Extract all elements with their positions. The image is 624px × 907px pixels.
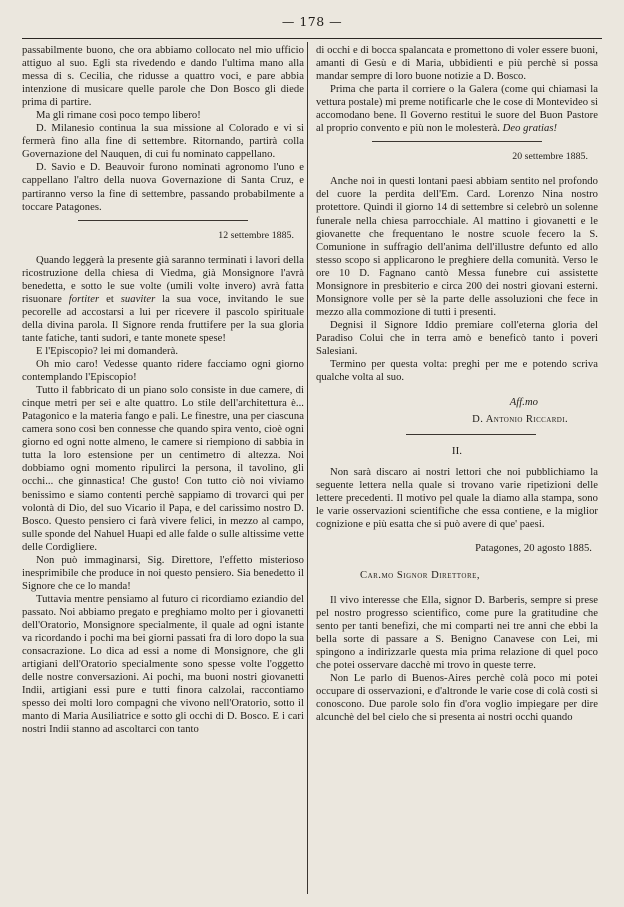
text-run: Quando leggerà la presente già saranno terminati i lavori della ricostruzione della chiesa di Viedma, già Monsignore l'avrà benedetta, e sotto le sue volte (umili volte invero) avrà fatta risuonare [22, 254, 304, 305]
paragraph: Non Le parlo di Buenos-Aires perchè colà poco mi potei occupare di osservazioni, e d'altronde le varie cose di colà costì si conoscono. Due parole solo fin d'ora voglio impiegare per dire alcunchè del bel cielo che si presenta ai nostri occhi quando [316, 672, 598, 724]
italic-text: Deo gratias! [502, 123, 558, 135]
paragraph [316, 83, 598, 135]
left-column [22, 44, 304, 736]
signature: D. Antonio Riccardi. [472, 414, 568, 426]
letter-date: Patagones, 20 agosto 1885. [475, 542, 592, 554]
section-divider [372, 141, 542, 142]
paragraph: Oh mio caro! Vedesse quanto ridere facciamo ogni giorno contemplando l'Episcopio! [22, 359, 304, 384]
paragraph: Tutto il fabbricato di un piano solo consiste in due camere, di cinque metri per sei e alte quattro. Lo stile dell'architettura è... Patagonico e la materia fango e pali. Le finestre, una per ciascuna camera sono così ben connesse che quando spira vento, cioè ogni giorno ed ogni notte almeno, le camere si riempiono di sabbia in tutta la loro estensione per un centimetro di altezza. Noi dobbiamo ogni momento ripulirci la persona, il tavolino, gli occhi... che ginnastica! Che gusto! Con tutto ciò noi viviamo benissimo e siamo contenti perchè sappiamo di trovarci qui per volontà di Dio, del suo Vicario il Papa, e del carissimo nostro D. Bosco. Questo pensiero ci farà vivere felici, in mezzo al campo, sulle sponde del Nahuel Huapi ed alle falde o sulle altissime vette delle Cordigliere. [22, 385, 304, 553]
paragraph: Termino per questa volta: preghi per me e potendo scriva qualche volta al suo. [316, 359, 598, 384]
paragraph: Tuttavia mentre pensiamo al futuro ci ricordiamo eziandio del passato. Noi abbiamo pregato e preghiamo molto per i giovanetti dell'Oratorio, Monsignore specialmente, il quale ad ogni istante va ricordando i pochi ma bei giorni passati fra di loro dopo la sua consacrazione. Lo dica ad essi a nome di Monsignore, che gli artigiani dell'Oratorio specialmente sono spesse volte l'oggetto delle nostre conversazioni. Ai pochi, ma buoni nostri giovanetti Indii, artigiani essi pure e tutti finora calzolai, raccontiamo spesso dei molti loro compagni che vivono nell'Oratorio, sotto il manto di Maria Ausiliatrice e sotto gli occhi di D. Bosco. E i cari nostri Indii stanno ad ascoltarci con tanto [22, 593, 304, 736]
text-run: la sua voce, invitando le sue pecorelle ad accostarsi a lui per ricevere il pascolo spirituale della divina parola. Il Signore renda fruttifere per la sua gloria tante fatiche, tanti sudori, e tante monete spese! [22, 293, 304, 344]
text-run: et [99, 293, 121, 305]
right-column [316, 44, 598, 724]
paragraph [22, 254, 304, 345]
page-number: — 178 — [281, 14, 343, 29]
section-divider [78, 220, 248, 221]
column-divider [307, 42, 308, 894]
letter-date: 12 settembre 1885. [218, 229, 294, 241]
paragraph: Anche noi in questi lontani paesi abbiam sentito nel profondo del cuore la perdita dell'Em. Card. Lorenzo Nina nostro protettore. Quindi il giorno 14 di settembre si celebrò un solenne funerale nella chiesa parrocchiale. Al mattino i giovanetti e le giovanette che frequentano le nostre scuole fecero la S. Comunione in suffragio dell'anima dell'illustre defunto ed allo stesso scopo si applicarono le preghiere della comunità. Verso le ore 10 D. Fagnano cantò Messa funebre cui assistette Monsignore in presbiterio e circa 200 dei nostri giovani esterni. Monsignore volle per sè la parte delle assoluzioni che fece in mezzo alla commozione di tutti i presenti. [316, 176, 598, 318]
closing-aff: Aff.mo [509, 397, 538, 409]
section-divider [406, 434, 536, 435]
salutation: Car.mo Signor Direttore, [360, 569, 481, 581]
paragraph: D. Milanesio continua la sua missione al Colorado e vi si fermerà fino alla fine di settembre. Ritornando, partirà colla Governazione del Nauquen, di cui fu nominato cappellano. [22, 123, 304, 161]
paragraph: Il vivo interesse che Ella, signor D. Barberis, sempre si prese pel nostro progresso scientifico, come pure la gratitudine che sento per tanti benefizi, che mi comparti nei tre anni che ebbi la bella sorte di passare a S. Benigno Canavese con Lei, mi spingono a indirizzarle questa mia prima relazione di quel poco che potei osservare dacchè mi trovo in queste terre. [316, 594, 598, 671]
header-rule [22, 38, 602, 39]
italic-text: fortiter [68, 293, 100, 305]
paragraph: E l'Episcopio? lei mi domanderà. [36, 345, 179, 357]
paragraph: Non può immaginarsi, Sig. Direttore, l'effetto misterioso inesprimibile che produce in noi questo pensiero. Sia benedetto il Signore che ce lo manda! [22, 554, 304, 592]
italic-text: suaviter [120, 293, 156, 305]
paragraph: Degnisi il Signore Iddio premiare coll'eterna gloria del Paradiso Colui che in terra amò e beneficò tanto i poveri Salesiani. [316, 319, 598, 357]
paragraph: Non sarà discaro ai nostri lettori che noi pubblichiamo la seguente lettera nella quale si trovano varie ripetizioni delle lettere precedenti. Il motivo pel quale la diamo alla stampa, sono le varie osservazioni scientifiche che essa contiene, e la miglior cognizione e più esatta che si può avere di que' paesi. [316, 467, 598, 531]
text-run: Prima che parta il corriere o la Galera (come qui chiamasi la vettura postale) mi preme notificarle che le cose di Montevideo si accomodano bene. Il Governo restituì le suore del Buon Pastore al proprio convento e più non le molesterà. [316, 84, 598, 135]
section-number: II. [451, 445, 463, 458]
paragraph: passabilmente buono, che ora abbiamo collocato nel mio ufficio attiguo al suo. Egli sta rivedendo e dando l'ultima mano alla messa di s. Cecilia, che ridusse a quattro voci, e pare abbia intenzione di musicare quelle parole che Don Bosco gli diede prima di partire. [22, 45, 304, 109]
paragraph: D. Savio e D. Beauvoir furono nominati agronomo l'uno e cappellano l'altro della nuova Governazione di Santa Cruz, e partiranno verso la fine di settembre, passando probabilmente a toccare Patagones. [22, 162, 304, 213]
letter-date: 20 settembre 1885. [512, 151, 588, 163]
paragraph: Ma gli rimane così poco tempo libero! [36, 110, 201, 122]
paragraph: di occhi e di bocca spalancata e promettono di voler essere buoni, amanti di Gesù e di Maria, ubbidienti e più perchè si possa mandar sempre di loro buone notizie a D. Bosco. [316, 45, 598, 83]
